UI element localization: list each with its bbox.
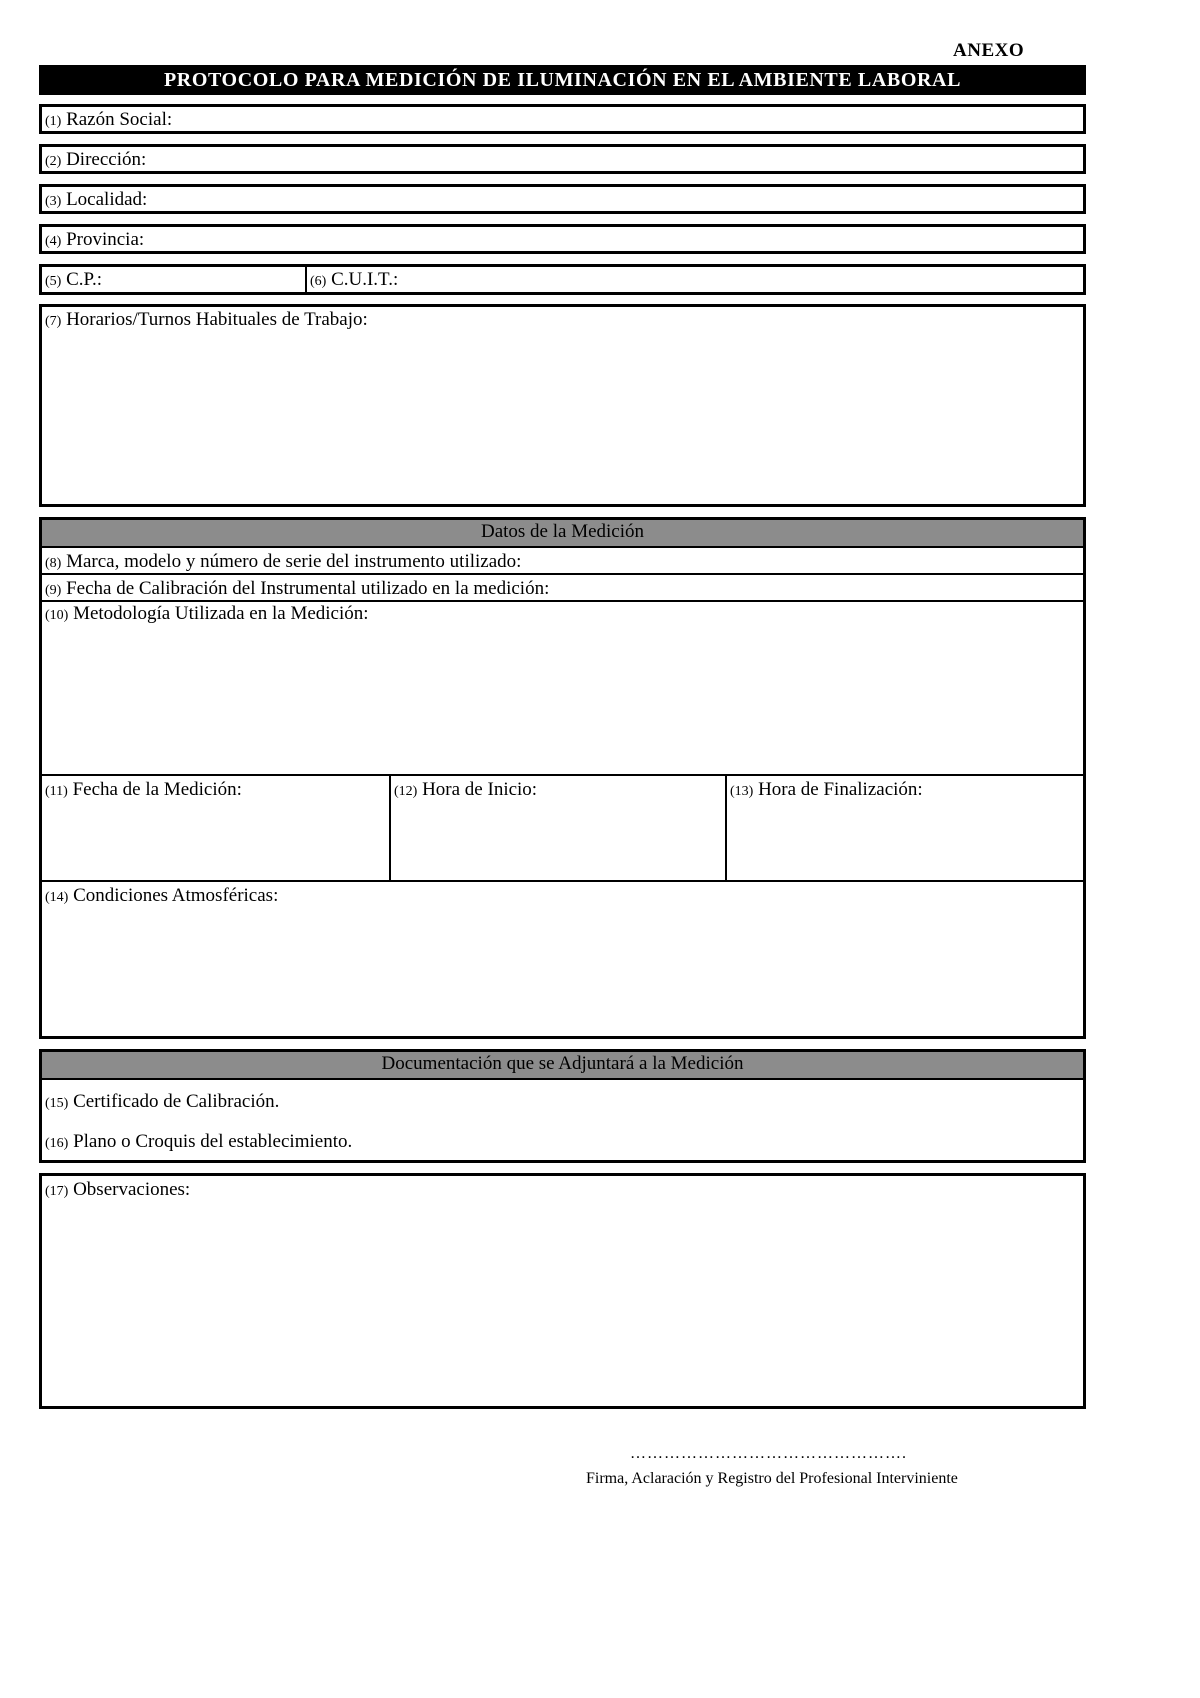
hora-fin-field[interactable] (727, 776, 1083, 882)
fecha-medicion-field[interactable] (42, 776, 391, 882)
horarios-label: Horarios/Turnos Habituales de Trabajo: (66, 309, 368, 330)
field-number: (11) (45, 784, 68, 799)
hora-fin-label: Hora de Finalización: (758, 779, 923, 800)
field-number: (15) (45, 1096, 69, 1111)
razon-social-field[interactable] (39, 104, 1086, 134)
horarios-field[interactable] (39, 304, 1086, 507)
field-number: (17) (45, 1184, 69, 1199)
direccion-label: Dirección: (66, 149, 147, 170)
field-number: (1) (45, 114, 62, 129)
hora-inicio-field[interactable] (391, 776, 727, 882)
field-number: (10) (45, 608, 69, 623)
provincia-label: Provincia: (66, 229, 145, 250)
field-number: (8) (45, 556, 62, 571)
field-number: (4) (45, 234, 62, 249)
metodologia-field[interactable] (42, 602, 1083, 776)
form-title: PROTOCOLO PARA MEDICIÓN DE ILUMINACIÓN EN EL AMBIENTE LABORAL (39, 65, 1086, 95)
field-number: (5) (45, 274, 62, 289)
field-number: (3) (45, 194, 62, 209)
observaciones-field[interactable] (39, 1173, 1086, 1409)
condiciones-label: Condiciones Atmosféricas: (73, 885, 279, 906)
field-number: (14) (45, 890, 69, 905)
annex-label: ANEXO (953, 40, 1025, 61)
observaciones-label: Observaciones: (73, 1179, 191, 1200)
metodologia-label: Metodología Utilizada en la Medición: (73, 603, 369, 624)
calibracion-label: Fecha de Calibración del Instrumental utilizado en la medición: (66, 578, 550, 599)
field-number: (12) (394, 784, 418, 799)
instrumento-label: Marca, modelo y número de serie del instrumento utilizado: (66, 551, 522, 572)
cp-cuit-row (39, 264, 1086, 295)
cp-label: C.P.: (66, 269, 102, 290)
razon-social-label: Razón Social: (66, 109, 173, 130)
fecha-medicion-label: Fecha de la Medición: (72, 779, 242, 800)
localidad-field[interactable] (39, 184, 1086, 214)
certificado-item[interactable] (42, 1088, 1083, 1116)
signature-line: …………………………………………. (630, 1445, 907, 1462)
field-number: (6) (310, 274, 327, 289)
cuit-label: C.U.I.T.: (331, 269, 399, 290)
calibracion-field[interactable] (42, 575, 1083, 602)
field-number: (2) (45, 154, 62, 169)
plano-item[interactable] (42, 1128, 1083, 1156)
hora-inicio-label: Hora de Inicio: (422, 779, 538, 800)
localidad-label: Localidad: (66, 189, 148, 210)
cuit-field[interactable] (307, 267, 1077, 292)
direccion-field[interactable] (39, 144, 1086, 174)
field-number: (9) (45, 583, 62, 598)
plano-label: Plano o Croquis del establecimiento. (73, 1131, 353, 1152)
field-number: (13) (730, 784, 754, 799)
certificado-label: Certificado de Calibración. (73, 1091, 280, 1112)
documentation-section (39, 1049, 1086, 1163)
measurement-section-title: Datos de la Medición (42, 520, 1083, 548)
instrumento-field[interactable] (42, 548, 1083, 575)
provincia-field[interactable] (39, 224, 1086, 254)
signature-caption: Firma, Aclaración y Registro del Profesional Interviniente (586, 1470, 958, 1487)
measurement-section (39, 517, 1086, 1039)
documentation-section-title: Documentación que se Adjuntará a la Medición (42, 1052, 1083, 1080)
condiciones-field[interactable] (42, 882, 1083, 1036)
cp-field[interactable] (42, 267, 307, 292)
field-number: (16) (45, 1136, 69, 1151)
field-number: (7) (45, 314, 62, 329)
